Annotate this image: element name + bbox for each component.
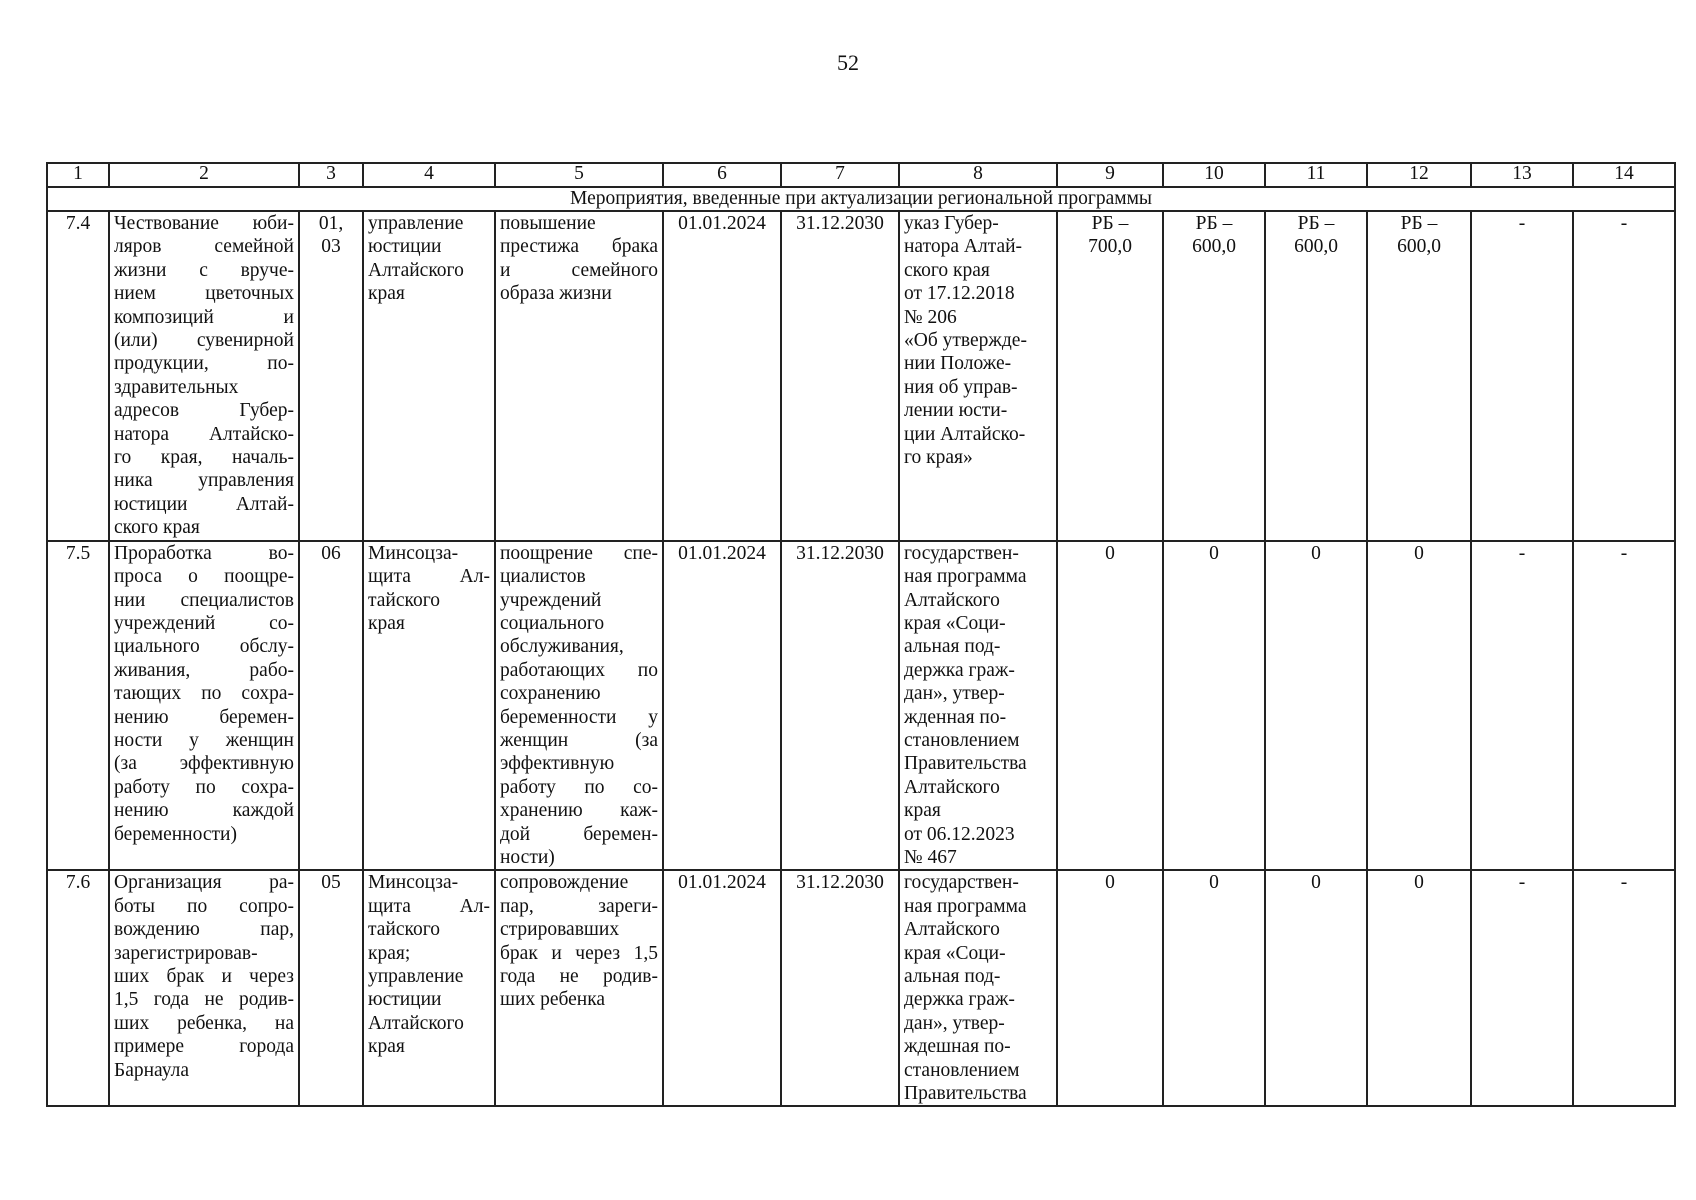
funding-col-11-line: 0 <box>1311 542 1321 564</box>
event-name-line: ского края <box>114 517 200 539</box>
table-row <box>47 541 1675 871</box>
column-number-5: 5 <box>495 163 663 187</box>
task-code-line: 06 <box>321 542 341 564</box>
event-name-line: нению беремен- <box>114 706 294 728</box>
event-name-line: композиций и <box>114 306 294 328</box>
start-date: 01.01.2024 <box>663 870 781 1106</box>
event-name-line: учреждений со- <box>114 612 294 634</box>
legal-basis-line: натора Алтай- <box>904 236 1023 258</box>
funding-col-12-line: 600,0 <box>1397 236 1441 258</box>
section-title: Мероприятия, введенные при актуализации региональной программы <box>47 187 1675 211</box>
expected-result-line: престижа брака <box>500 236 658 258</box>
expected-result-line: беременности у <box>500 706 658 728</box>
start-date: 01.01.2024 <box>663 211 781 541</box>
funding-col-14: - <box>1573 541 1675 871</box>
header-row <box>47 163 1675 187</box>
task-code-line: 05 <box>321 872 341 894</box>
expected-result-line: и семейного <box>500 259 658 281</box>
event-name-line: го края, началь- <box>114 447 294 469</box>
expected-result-line: дой беремен- <box>500 823 658 845</box>
end-date: 31.12.2030 <box>781 870 899 1106</box>
funding-col-12 <box>1367 870 1471 1106</box>
legal-basis-line: становлением <box>904 1059 1020 1081</box>
event-name-line: Барнаула <box>114 1059 189 1081</box>
expected-result-line: ших ребенка <box>500 989 606 1011</box>
expected-result <box>495 541 663 871</box>
expected-result-line: года не родив- <box>500 966 658 987</box>
legal-basis-line: от 17.12.2018 <box>904 283 1015 305</box>
column-number-12: 12 <box>1367 163 1471 187</box>
executor-line: края <box>368 283 405 305</box>
funding-col-12-line: 0 <box>1414 872 1424 894</box>
expected-result-line: учреждений <box>500 589 602 611</box>
legal-basis-line: № 467 <box>904 846 957 868</box>
funding-col-13: - <box>1471 870 1573 1106</box>
executor-line: юстиции <box>368 989 442 1011</box>
expected-result-line: пар, зареги- <box>500 895 658 917</box>
expected-result <box>495 211 663 541</box>
expected-result-line: брак и через 1,5 <box>500 942 658 964</box>
legal-basis-line: государствен- <box>904 542 1019 564</box>
funding-col-11 <box>1265 211 1367 541</box>
funding-col-10-line: 600,0 <box>1192 236 1236 258</box>
program-table <box>46 162 1676 1107</box>
expected-result-line: работающих по <box>500 659 658 681</box>
expected-result-line: ности) <box>500 846 555 868</box>
column-number-11: 11 <box>1265 163 1367 187</box>
executor-line: управление <box>368 966 464 987</box>
executor-line: края; <box>368 942 411 964</box>
event-name-line: нии специалистов <box>114 589 294 611</box>
legal-basis-line: от 06.12.2023 <box>904 823 1015 845</box>
column-number-9: 9 <box>1057 163 1163 187</box>
event-name-line: примере города <box>114 1036 294 1058</box>
event-name-line: здравительных <box>114 376 239 398</box>
legal-basis <box>899 870 1057 1106</box>
event-name-line: ности у женщин <box>114 729 294 751</box>
expected-result-line: образа жизни <box>500 283 612 305</box>
funding-col-12 <box>1367 541 1471 871</box>
page-number: 52 <box>837 50 859 75</box>
legal-basis <box>899 211 1057 541</box>
funding-col-10-line: 0 <box>1209 542 1219 564</box>
executor-line: края <box>368 612 405 634</box>
legal-basis-line: нии Положе- <box>904 353 1012 375</box>
event-name <box>109 870 299 1106</box>
funding-col-13: - <box>1471 541 1573 871</box>
funding-col-10 <box>1163 870 1265 1106</box>
funding-col-9 <box>1057 211 1163 541</box>
event-name-line: ших брак и через <box>114 966 294 987</box>
funding-col-11-line: 0 <box>1311 872 1321 894</box>
event-name <box>109 541 299 871</box>
section-row <box>47 187 1675 211</box>
event-name-line: живания, рабо- <box>114 659 294 681</box>
legal-basis-line: края «Соци- <box>904 942 1006 964</box>
executor-line: тайского <box>368 589 441 611</box>
expected-result-line: стрировавших <box>500 919 620 941</box>
event-name-line: ших ребенка, на <box>114 1012 294 1034</box>
funding-col-12 <box>1367 211 1471 541</box>
legal-basis-line: ции Алтайско- <box>904 423 1026 445</box>
column-number-10: 10 <box>1163 163 1265 187</box>
task-code-line: 01, <box>318 213 344 234</box>
legal-basis-line: держка граж- <box>904 659 1015 681</box>
funding-col-9 <box>1057 541 1163 871</box>
event-name-line: продукции, по- <box>114 353 294 375</box>
table-row <box>47 211 1675 541</box>
executor-line: Минсоцза- <box>368 872 459 894</box>
row-number: 7.5 <box>47 541 109 871</box>
funding-col-10 <box>1163 211 1265 541</box>
legal-basis-line: Правительства <box>904 753 1027 775</box>
legal-basis-line: становлением <box>904 729 1020 751</box>
legal-basis-line: альная под- <box>904 966 1001 987</box>
legal-basis-line: края «Соци- <box>904 612 1006 634</box>
column-number-7: 7 <box>781 163 899 187</box>
event-name-line: Чествование юби- <box>114 213 294 234</box>
funding-col-9-line: 700,0 <box>1088 236 1132 258</box>
funding-col-11 <box>1265 541 1367 871</box>
legal-basis-line: ждешная по- <box>904 1036 1011 1058</box>
legal-basis-line: ния об управ- <box>904 376 1018 398</box>
column-number-13: 13 <box>1471 163 1573 187</box>
legal-basis-line: Правительства <box>904 1083 1027 1105</box>
event-name-line: натора Алтайско- <box>114 423 294 445</box>
expected-result-line: обслуживания, <box>500 636 624 658</box>
funding-col-11-line: РБ – <box>1297 213 1335 234</box>
legal-basis-line: держка граж- <box>904 989 1015 1011</box>
row-number: 7.4 <box>47 211 109 541</box>
task-code <box>299 870 363 1106</box>
end-date: 31.12.2030 <box>781 541 899 871</box>
legal-basis-line: дан», утвер- <box>904 683 1005 705</box>
legal-basis-line: «Об утвержде- <box>904 330 1027 352</box>
event-name-line: зарегистрировав- <box>114 942 258 964</box>
expected-result-line: социального <box>500 612 605 634</box>
funding-col-11-line: 600,0 <box>1294 236 1338 258</box>
expected-result-line: хранению каж- <box>500 800 658 822</box>
executor-line: юстиции <box>368 236 442 258</box>
funding-col-13: - <box>1471 211 1573 541</box>
event-name-line: вождению пар, <box>114 919 294 941</box>
funding-col-14: - <box>1573 870 1675 1106</box>
event-name-line: Проработка во- <box>114 542 294 564</box>
executor <box>363 211 495 541</box>
executor-line: щита Ал- <box>368 895 490 917</box>
funding-col-9-line: РБ – <box>1091 213 1129 234</box>
expected-result-line: эффективную <box>500 753 615 775</box>
table-row <box>47 870 1675 1106</box>
task-code <box>299 211 363 541</box>
column-number-14: 14 <box>1573 163 1675 187</box>
funding-col-10-line: 0 <box>1209 872 1219 894</box>
end-date: 31.12.2030 <box>781 211 899 541</box>
funding-col-11 <box>1265 870 1367 1106</box>
executor-line: тайского <box>368 919 441 941</box>
legal-basis-line: ная программа <box>904 566 1027 588</box>
expected-result-line: повышение <box>500 213 596 234</box>
column-numbers-header <box>47 163 1675 187</box>
event-name-line: боты по сопро- <box>114 895 294 917</box>
legal-basis-line: ского края <box>904 259 990 281</box>
column-number-2: 2 <box>109 163 299 187</box>
legal-basis-line: дан», утвер- <box>904 1012 1005 1034</box>
expected-result-line: сохранению <box>500 683 601 705</box>
funding-col-9-line: 0 <box>1105 542 1115 564</box>
task-code <box>299 541 363 871</box>
executor-line: Алтайского <box>368 1012 464 1034</box>
legal-basis <box>899 541 1057 871</box>
event-name-line: Организация ра- <box>114 872 294 894</box>
expected-result-line: работу по со- <box>500 776 658 798</box>
table-body <box>47 187 1675 1106</box>
legal-basis-line: № 206 <box>904 306 957 328</box>
expected-result-line: циалистов <box>500 566 586 588</box>
legal-basis-line: государствен- <box>904 872 1019 894</box>
column-number-6: 6 <box>663 163 781 187</box>
legal-basis-line: Алтайского <box>904 776 1000 798</box>
expected-result <box>495 870 663 1106</box>
event-name-line: нению каждой <box>114 800 294 822</box>
legal-basis-line: жденная по- <box>904 706 1007 728</box>
event-name-line: адресов Губер- <box>114 400 294 422</box>
row-number: 7.6 <box>47 870 109 1106</box>
executor-line: края <box>368 1036 405 1058</box>
event-name-line: беременности) <box>114 823 237 845</box>
column-number-1: 1 <box>47 163 109 187</box>
event-name-line: ляров семейной <box>114 236 294 258</box>
expected-result-line: женщин (за <box>500 729 658 751</box>
event-name-line: 1,5 года не родив- <box>114 989 294 1011</box>
legal-basis-line: края <box>904 800 941 822</box>
executor-line: управление <box>368 213 464 234</box>
executor-line: Алтайского <box>368 259 464 281</box>
event-name-line: проса о поощре- <box>114 566 294 588</box>
expected-result-line: сопровождение <box>500 872 629 894</box>
event-name-line: тающих по сохра- <box>114 683 294 705</box>
funding-col-9-line: 0 <box>1105 872 1115 894</box>
funding-col-14: - <box>1573 211 1675 541</box>
column-number-8: 8 <box>899 163 1057 187</box>
legal-basis-line: лении юсти- <box>904 400 1008 422</box>
start-date: 01.01.2024 <box>663 541 781 871</box>
funding-col-10-line: РБ – <box>1195 213 1233 234</box>
column-number-4: 4 <box>363 163 495 187</box>
legal-basis-line: ная программа <box>904 895 1027 917</box>
funding-col-12-line: РБ – <box>1400 213 1438 234</box>
expected-result-line: поощрение спе- <box>500 542 658 564</box>
legal-basis-line: Алтайского <box>904 919 1000 941</box>
event-name-line: юстиции Алтай- <box>114 493 294 515</box>
legal-basis-line: Алтайского <box>904 589 1000 611</box>
event-name-line: работу по сохра- <box>114 776 294 798</box>
event-name <box>109 211 299 541</box>
legal-basis-line: указ Губер- <box>904 213 999 234</box>
event-name-line: циального обслу- <box>114 636 294 658</box>
column-number-3: 3 <box>299 163 363 187</box>
legal-basis-line: го края» <box>904 447 973 469</box>
funding-col-10 <box>1163 541 1265 871</box>
executor <box>363 541 495 871</box>
event-name-line: ника управления <box>114 470 294 492</box>
task-code-line: 03 <box>321 236 341 258</box>
executor-line: щита Ал- <box>368 566 490 588</box>
event-name-line: (или) сувенирной <box>114 330 294 352</box>
event-name-line: нием цветочных <box>114 283 294 305</box>
funding-col-12-line: 0 <box>1414 542 1424 564</box>
executor-line: Минсоцза- <box>368 542 459 564</box>
legal-basis-line: альная под- <box>904 636 1001 658</box>
executor <box>363 870 495 1106</box>
funding-col-9 <box>1057 870 1163 1106</box>
event-name-line: жизни с вруче- <box>114 259 294 281</box>
event-name-line: (за эффективную <box>114 753 294 775</box>
